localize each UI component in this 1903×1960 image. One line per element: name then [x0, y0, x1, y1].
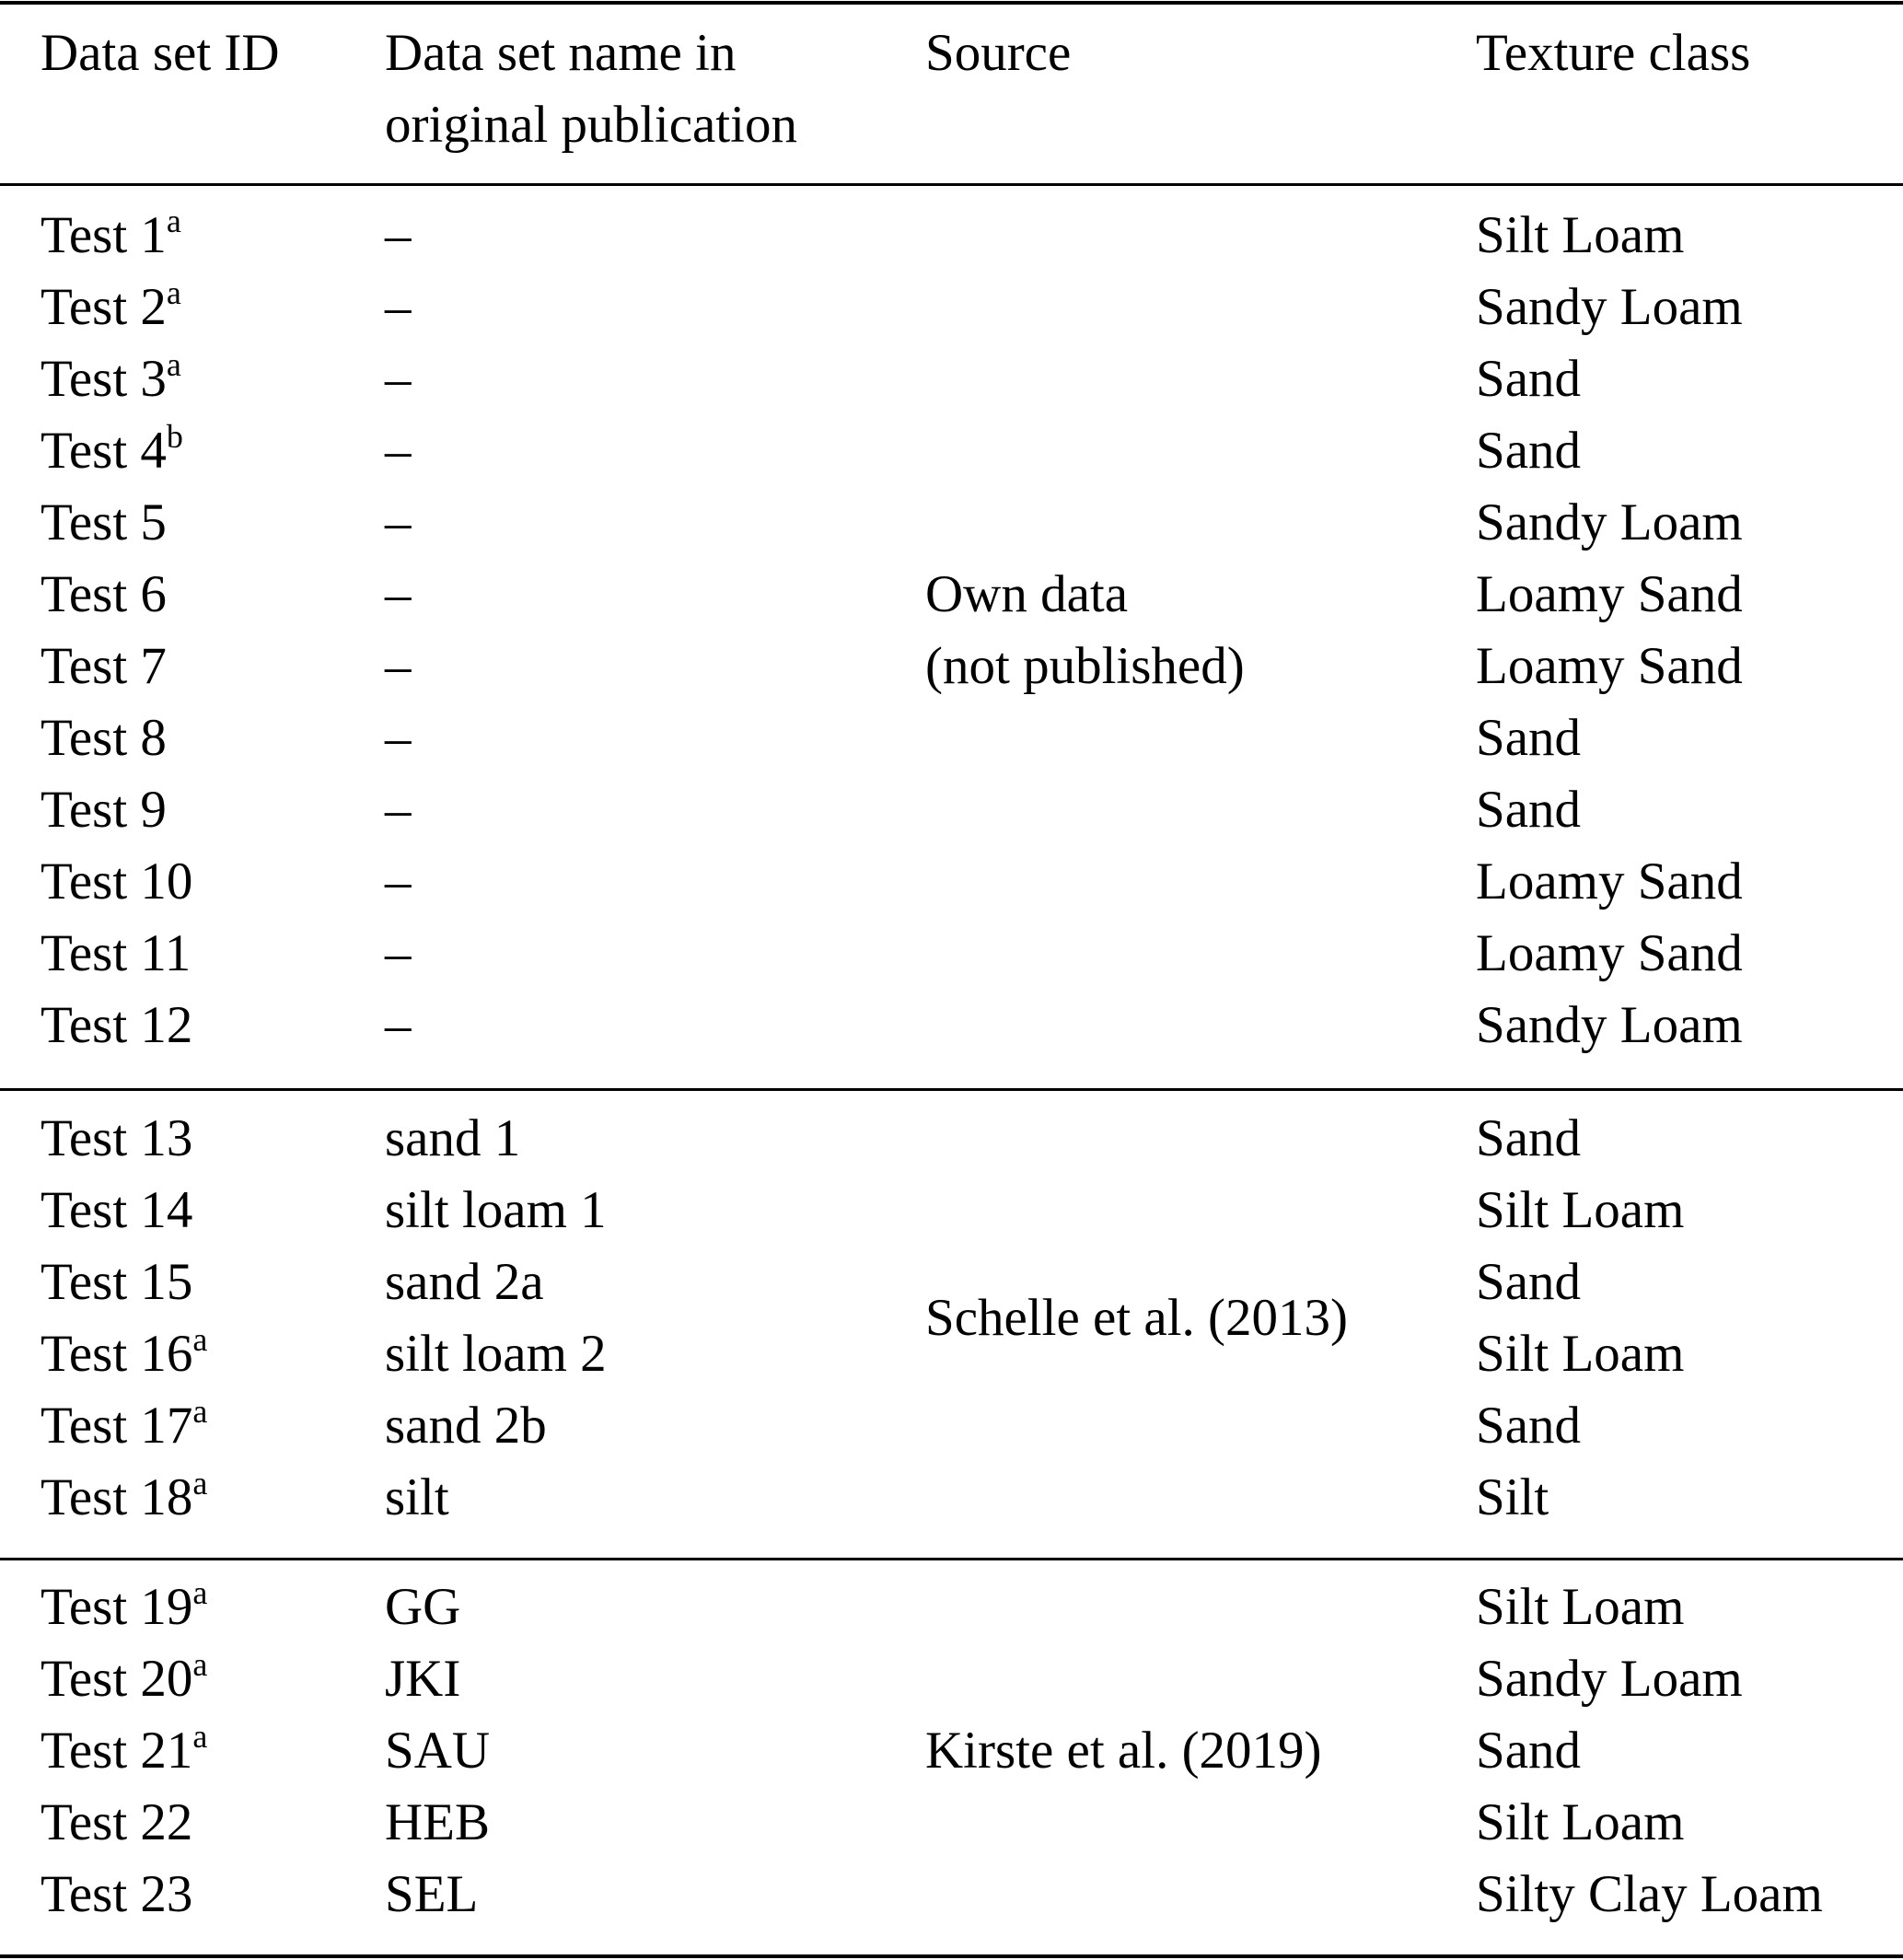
cell-data-set-name: – [385, 350, 412, 408]
footnote-marker: a [192, 1321, 208, 1358]
footnote-marker: a [166, 274, 181, 311]
cell-source: Own data [925, 565, 1129, 623]
cell-texture-class: Silt Loam [1476, 1793, 1685, 1851]
cell-data-set-id [41, 1715, 207, 1787]
cell-data-set-name: silt loam 1 [385, 1181, 607, 1239]
footnote-marker: a [166, 203, 181, 239]
cell-data-set-id [41, 1247, 192, 1318]
header-name-line2: original publication [385, 96, 797, 154]
cell-texture-class: Sandy Loam [1476, 996, 1743, 1054]
data-set-id: Test 1 [41, 206, 167, 264]
cell-data-set-id [41, 1859, 192, 1931]
cell-data-set-name: – [385, 709, 412, 767]
cell-data-set-id [41, 200, 181, 272]
cell-data-set-id [41, 1643, 207, 1715]
cell-data-set-name: SAU [385, 1722, 491, 1780]
cell-texture-class: Sand [1476, 709, 1581, 767]
cell-data-set-id [41, 1103, 192, 1175]
footnote-marker: a [192, 1646, 208, 1683]
cell-data-set-id [41, 846, 192, 918]
data-set-id: Test 9 [41, 781, 167, 839]
cell-source: Kirste et al. (2019) [925, 1722, 1322, 1780]
cell-data-set-name: – [385, 781, 412, 839]
cell-texture-class: Sandy Loam [1476, 493, 1743, 551]
cell-data-set-name: silt loam 2 [385, 1325, 607, 1383]
data-set-id: Test 3 [41, 350, 167, 408]
data-set-id: Test 13 [41, 1109, 193, 1167]
footnote-marker: a [192, 1393, 208, 1430]
cell-texture-class: Loamy Sand [1476, 924, 1743, 982]
cell-texture-class: Silty Clay Loam [1476, 1865, 1823, 1923]
cell-data-set-name: SEL [385, 1865, 479, 1923]
cell-texture-class: Loamy Sand [1476, 852, 1743, 910]
cell-data-set-id [41, 990, 192, 1061]
cell-texture-class: Sandy Loam [1476, 278, 1743, 336]
data-set-id: Test 2 [41, 278, 167, 336]
data-set-id: Test 11 [41, 924, 191, 982]
cell-data-set-id [41, 1787, 192, 1859]
data-set-id: Test 14 [41, 1181, 193, 1239]
cell-data-set-name: – [385, 852, 412, 910]
top-rule [0, 1, 1903, 5]
cell-texture-class: Loamy Sand [1476, 637, 1743, 695]
data-set-id: Test 21 [41, 1722, 193, 1780]
cell-data-set-name: – [385, 493, 412, 551]
cell-data-set-name: JKI [385, 1650, 461, 1708]
group-rule [0, 1088, 1903, 1091]
footnote-marker: a [192, 1718, 208, 1755]
data-set-id: Test 15 [41, 1253, 193, 1311]
group-rule [0, 1558, 1903, 1560]
data-set-id: Test 4 [41, 422, 167, 480]
data-set-id: Test 18 [41, 1468, 193, 1526]
cell-data-set-name: – [385, 996, 412, 1054]
cell-data-set-id [41, 1390, 207, 1462]
cell-data-set-name: sand 1 [385, 1109, 521, 1167]
data-set-id: Test 20 [41, 1650, 193, 1708]
cell-data-set-id [41, 774, 167, 846]
cell-data-set-id [41, 1318, 207, 1390]
data-set-id: Test 8 [41, 709, 167, 767]
cell-data-set-name: – [385, 565, 412, 623]
cell-source: Schelle et al. (2013) [925, 1289, 1349, 1347]
cell-data-set-id [41, 1571, 207, 1643]
cell-data-set-id [41, 1462, 207, 1534]
cell-texture-class: Silt Loam [1476, 206, 1685, 264]
cell-data-set-id [41, 702, 167, 774]
bottom-rule [0, 1954, 1903, 1958]
cell-source-line2: (not published) [925, 637, 1245, 695]
cell-texture-class: Sand [1476, 1722, 1581, 1780]
header-source: Source [925, 24, 1072, 82]
cell-data-set-id [41, 272, 181, 343]
data-set-id: Test 23 [41, 1865, 193, 1923]
header-data-set-id: Data set ID [41, 24, 280, 82]
cell-data-set-name: – [385, 278, 412, 336]
header-name-line1: Data set name in [385, 24, 737, 82]
cell-texture-class: Loamy Sand [1476, 565, 1743, 623]
cell-texture-class: Silt Loam [1476, 1578, 1685, 1636]
cell-texture-class: Silt Loam [1476, 1181, 1685, 1239]
cell-data-set-id [41, 918, 191, 990]
cell-data-set-name: – [385, 206, 412, 264]
cell-texture-class: Silt Loam [1476, 1325, 1685, 1383]
cell-texture-class: Sandy Loam [1476, 1650, 1743, 1708]
cell-texture-class: Sand [1476, 1109, 1581, 1167]
cell-data-set-name: sand 2a [385, 1253, 544, 1311]
cell-data-set-id [41, 415, 183, 487]
cell-texture-class: Sand [1476, 350, 1581, 408]
data-set-id: Test 19 [41, 1578, 193, 1636]
footnote-marker: a [192, 1465, 208, 1502]
cell-data-set-id [41, 343, 181, 415]
cell-data-set-name: – [385, 924, 412, 982]
data-set-id: Test 16 [41, 1325, 193, 1383]
cell-data-set-name: GG [385, 1578, 461, 1636]
data-set-id: Test 22 [41, 1793, 193, 1851]
cell-data-set-id [41, 1175, 192, 1247]
footnote-marker: a [166, 346, 181, 383]
cell-texture-class: Sand [1476, 1397, 1581, 1455]
cell-data-set-name: – [385, 422, 412, 480]
header-rule [0, 183, 1903, 186]
cell-data-set-id [41, 487, 167, 559]
data-set-id: Test 12 [41, 996, 193, 1054]
data-set-id: Test 5 [41, 493, 167, 551]
cell-data-set-name: HEB [385, 1793, 490, 1851]
cell-data-set-name: – [385, 637, 412, 695]
cell-data-set-id [41, 559, 167, 631]
cell-data-set-name: sand 2b [385, 1397, 547, 1455]
cell-data-set-name: silt [385, 1468, 449, 1526]
cell-texture-class: Sand [1476, 781, 1581, 839]
cell-texture-class: Silt [1476, 1468, 1549, 1526]
cell-texture-class: Sand [1476, 422, 1581, 480]
footnote-marker: a [192, 1574, 208, 1611]
cell-data-set-id [41, 631, 167, 702]
data-set-id: Test 10 [41, 852, 193, 910]
header-texture-class: Texture class [1476, 24, 1751, 82]
cell-texture-class: Sand [1476, 1253, 1581, 1311]
data-set-id: Test 17 [41, 1397, 193, 1455]
data-set-id: Test 7 [41, 637, 167, 695]
data-set-id: Test 6 [41, 565, 167, 623]
footnote-marker: b [166, 418, 183, 455]
